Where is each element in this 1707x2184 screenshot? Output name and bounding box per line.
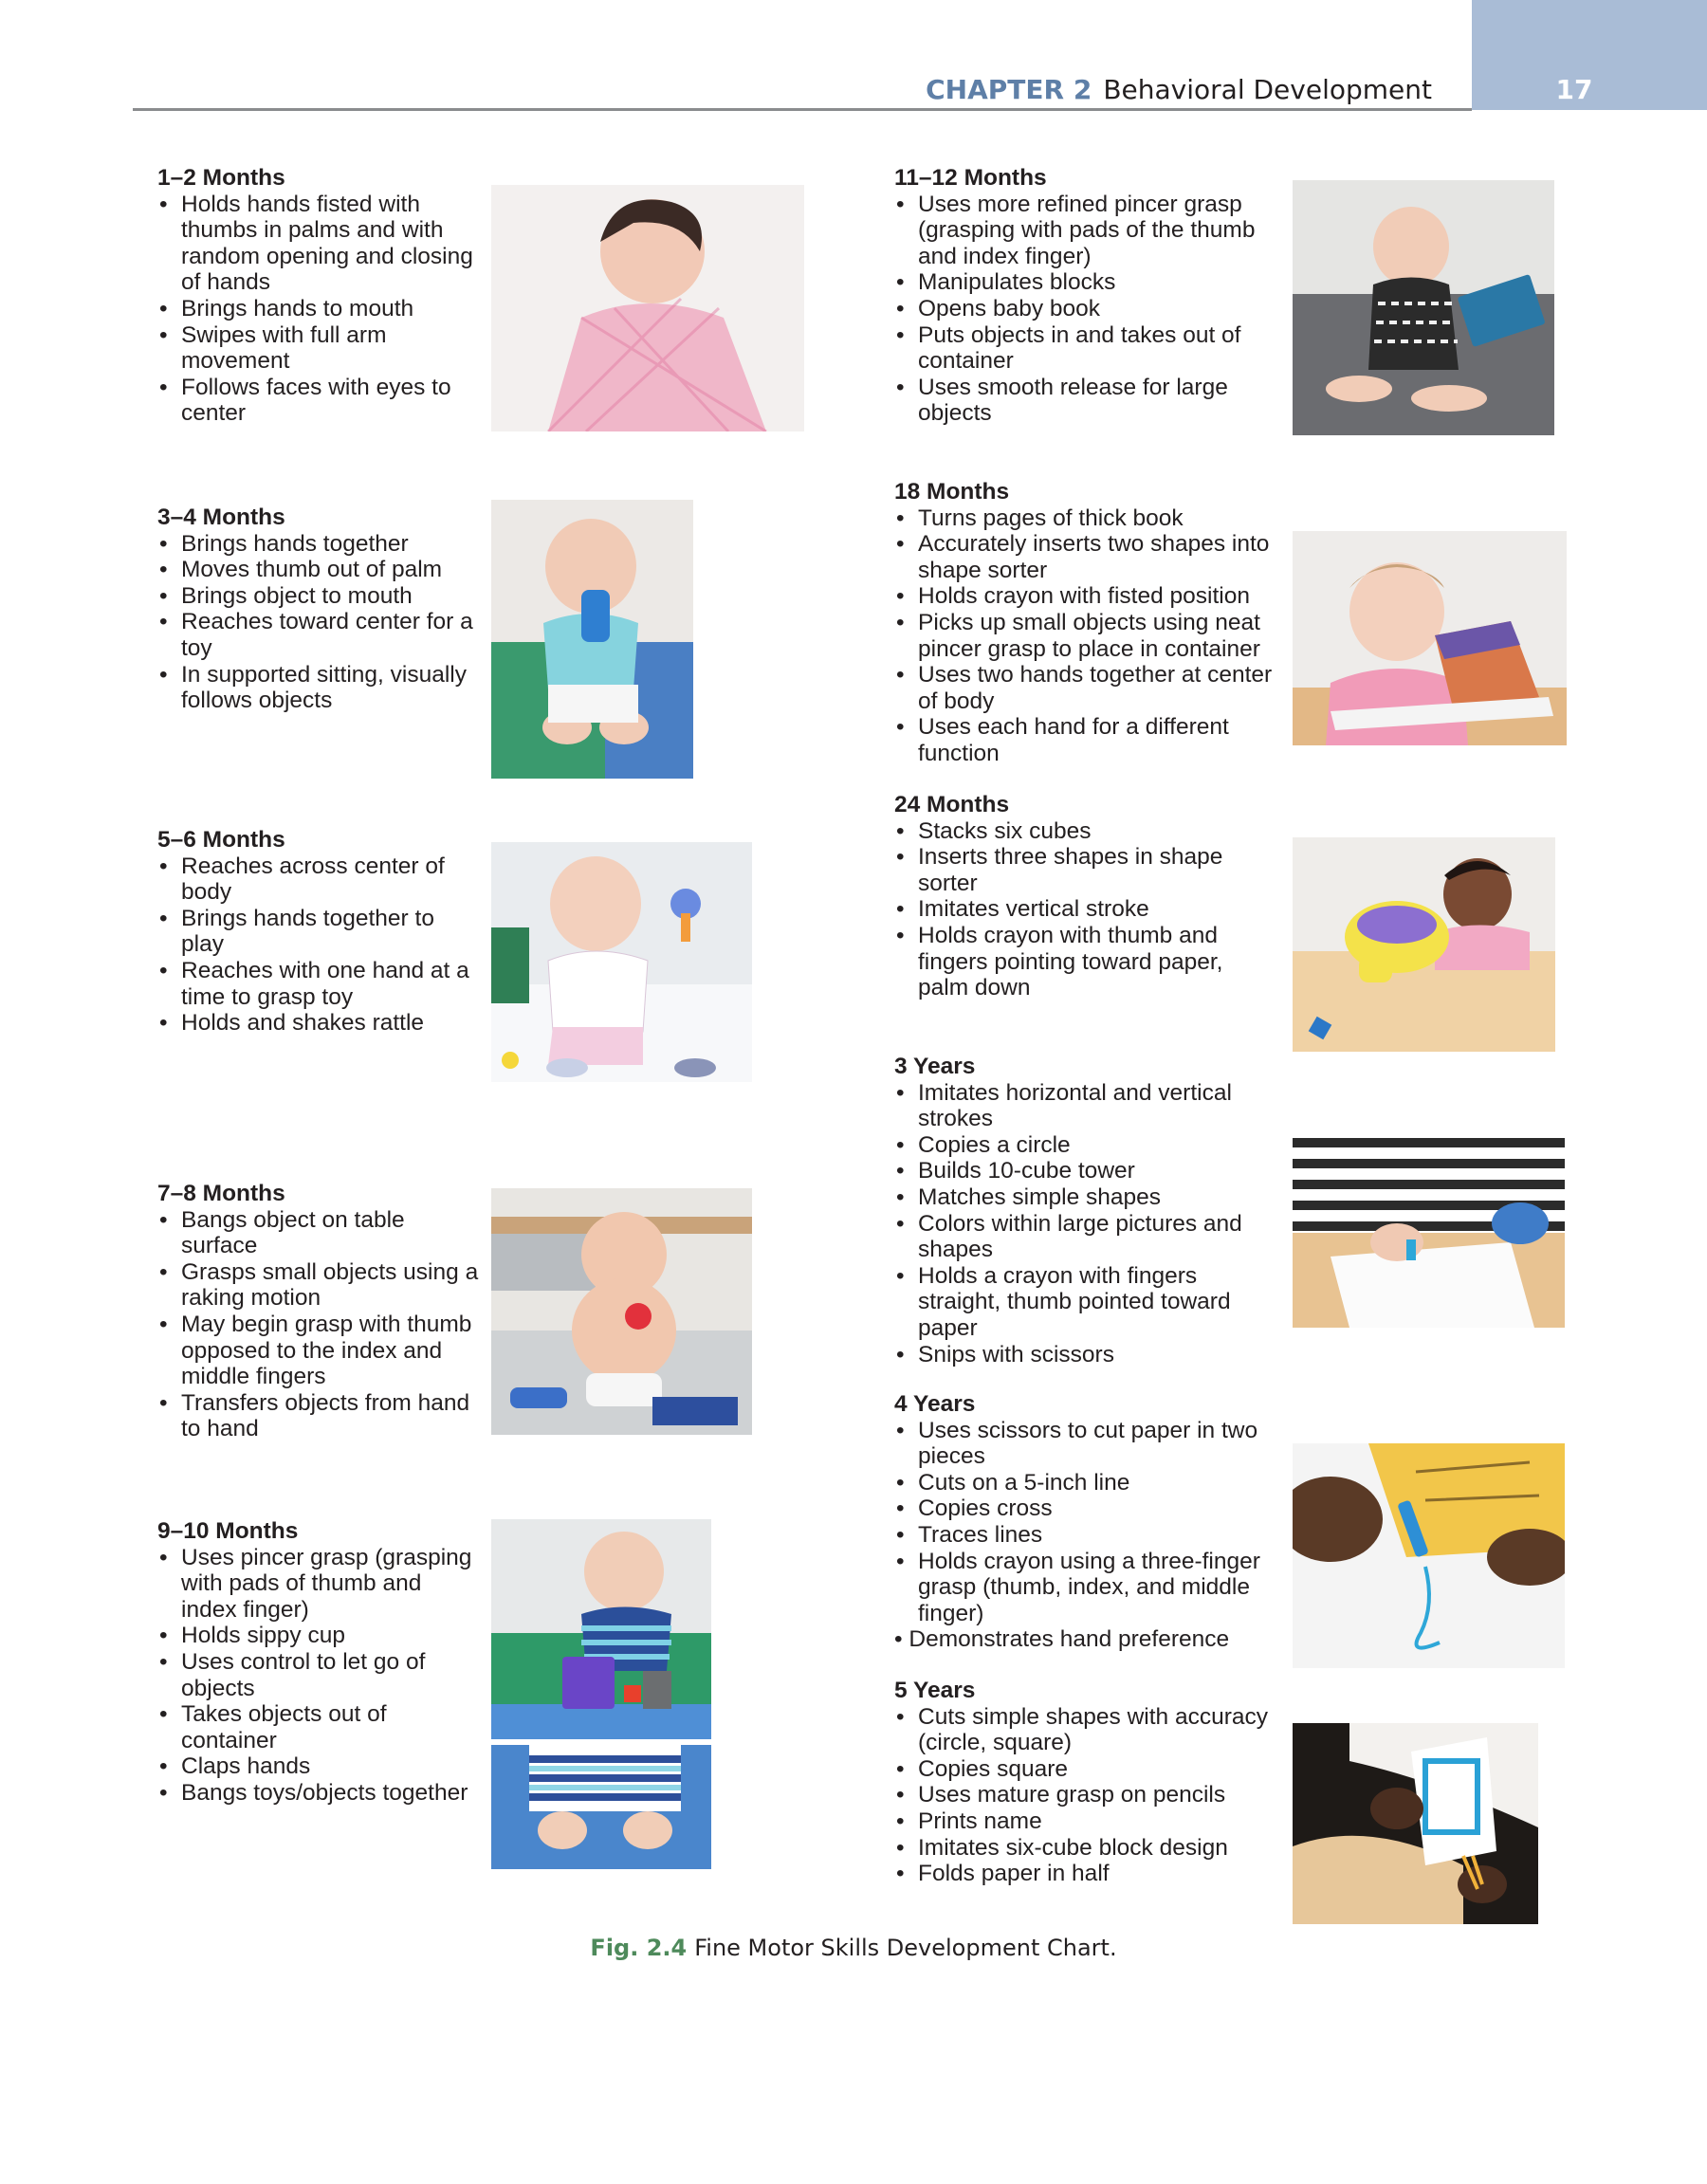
section-title: 1–2 Months	[157, 165, 285, 191]
skill-item: • Brings hands to mouth	[157, 296, 480, 322]
skill-item: • Traces lines	[894, 1522, 1274, 1549]
skill-item: • Builds 10-cube tower	[894, 1158, 1274, 1184]
section-title: 3–4 Months	[157, 505, 285, 530]
page-number: 17	[1555, 74, 1593, 105]
skill-list	[157, 1545, 480, 1807]
section-11-12-months	[894, 165, 1274, 427]
section-9-10-months	[157, 1518, 480, 1807]
section-18-months	[894, 479, 1274, 767]
skill-item: • Uses two hands together at center of body	[894, 662, 1274, 714]
skill-item: • Holds crayon using a three-finger grasp (thumb, index, and middle finger)	[894, 1549, 1274, 1627]
skill-item: • Turns pages of thick book	[894, 505, 1274, 532]
skill-item: • Matches simple shapes	[894, 1184, 1274, 1211]
skill-item: • Colors within large pictures and shapes	[894, 1211, 1274, 1263]
header-rule	[133, 108, 1472, 111]
skill-item: • Bangs object on table surface	[157, 1207, 480, 1259]
section-3-4-months	[157, 505, 480, 714]
skill-item: • Imitates vertical stroke	[894, 896, 1274, 923]
skill-item: • Puts objects in and takes out of container	[894, 322, 1274, 375]
skill-item: • Reaches across center of body	[157, 853, 480, 906]
skill-item: • Stacks six cubes	[894, 818, 1274, 845]
skill-item: • Demonstrates hand preference	[894, 1626, 1230, 1653]
skill-item: • Holds and shakes rattle	[157, 1010, 480, 1037]
skill-item: • Holds a crayon with fingers straight, thumb pointed toward paper	[894, 1263, 1274, 1342]
skill-item: • Brings hands together	[157, 531, 480, 558]
photo-child-traces-lines	[1293, 1443, 1565, 1668]
section-7-8-months	[157, 1181, 480, 1442]
section-5-6-months	[157, 827, 480, 1037]
photo-child-crayon-circle	[1293, 1133, 1565, 1328]
photo-child-cuts-shapes	[1293, 1723, 1538, 1924]
skill-item: • Manipulates blocks	[894, 269, 1274, 296]
skill-item: • Uses more refined pincer grasp (grasping with pads of the thumb and index finger)	[894, 192, 1274, 270]
skill-item: • Takes objects out of container	[157, 1701, 480, 1753]
skill-list	[157, 531, 480, 714]
photo-newborn-fists	[491, 185, 804, 431]
skill-item: • Cuts simple shapes with accuracy (circle, square)	[894, 1704, 1274, 1756]
section-title: 11–12 Months	[894, 165, 1047, 191]
skill-item: • Copies square	[894, 1756, 1274, 1783]
skill-item: • In supported sitting, visually follows objects	[157, 662, 480, 714]
skill-item: • Holds sippy cup	[157, 1623, 480, 1649]
skill-item: • Bangs toys/objects together	[157, 1780, 480, 1807]
section-3-years	[894, 1054, 1274, 1367]
skill-item: • Brings object to mouth	[157, 583, 480, 610]
skill-item: • Holds crayon with thumb and fingers pointing toward paper, palm down	[894, 923, 1274, 1001]
skill-item: • Imitates horizontal and vertical strokes	[894, 1080, 1274, 1132]
section-24-months	[894, 792, 1274, 1001]
skill-item: • Claps hands	[157, 1753, 480, 1780]
skill-item: • Reaches toward center for a toy	[157, 609, 480, 661]
skill-item: • Cuts on a 5-inch line	[894, 1470, 1274, 1496]
figure-caption-text: Fine Motor Skills Development Chart.	[694, 1935, 1117, 1961]
figure-label: Fig. 2.4	[590, 1935, 688, 1961]
skill-item: • Uses mature grasp on pencils	[894, 1782, 1274, 1808]
skill-item: • Snips with scissors	[894, 1342, 1274, 1368]
section-title: 7–8 Months	[157, 1181, 285, 1206]
skill-item: • Picks up small objects using neat pincer grasp to place in container	[894, 610, 1274, 662]
skill-item: • Accurately inserts two shapes into shape sorter	[894, 531, 1274, 583]
photo-infant-clapping	[491, 1745, 711, 1869]
skill-item: • Transfers objects from hand to hand	[157, 1390, 480, 1442]
skill-item: • Follows faces with eyes to center	[157, 375, 480, 427]
section-title: 5 Years	[894, 1678, 976, 1703]
skill-item: • Grasps small objects using a raking motion	[157, 1259, 480, 1312]
skill-list	[894, 1080, 1274, 1368]
section-title: 4 Years	[894, 1391, 976, 1417]
photo-toddler-turns-pages	[1293, 531, 1567, 745]
figure-caption	[0, 1935, 1707, 1961]
skill-item: • May begin grasp with thumb opposed to the index and middle fingers	[157, 1312, 480, 1390]
chapter-title: Behavioral Development	[1103, 74, 1432, 105]
skill-list	[894, 192, 1274, 427]
skill-list	[157, 853, 480, 1037]
section-title: 3 Years	[894, 1054, 976, 1079]
photo-infant-rattle	[491, 842, 752, 1082]
photo-toddler-shape-sorter	[1293, 837, 1555, 1052]
skill-item: • Folds paper in half	[894, 1861, 1274, 1887]
section-title: 24 Months	[894, 792, 1010, 817]
section-1-2-months	[157, 165, 480, 427]
skill-item: • Uses control to let go of objects	[157, 1649, 480, 1701]
skill-item: • Opens baby book	[894, 296, 1274, 322]
skill-item: • Uses smooth release for large objects	[894, 375, 1274, 427]
skill-list	[894, 1704, 1274, 1887]
skill-item: • Moves thumb out of palm	[157, 557, 480, 583]
skill-item: • Inserts three shapes in shape sorter	[894, 844, 1274, 896]
skill-item: • Reaches with one hand at a time to grasp toy	[157, 958, 480, 1010]
skill-item: • Imitates six-cube block design	[894, 1835, 1274, 1862]
section-5-years	[894, 1678, 1274, 1887]
photo-baby-book	[1293, 180, 1554, 435]
photo-infant-teether	[491, 500, 693, 779]
section-4-years	[894, 1391, 1274, 1653]
skill-list	[157, 192, 480, 427]
skill-list	[894, 818, 1274, 1001]
skill-item: • Swipes with full arm movement	[157, 322, 480, 375]
skill-list	[894, 505, 1274, 767]
chapter-label: CHAPTER 2	[926, 74, 1092, 105]
photo-infant-shape-cube	[491, 1519, 711, 1739]
skill-item: • Copies a circle	[894, 1132, 1274, 1159]
section-title: 5–6 Months	[157, 827, 285, 853]
skill-item: • Holds hands fisted with thumbs in palms and with random opening and closing of hands	[157, 192, 480, 296]
skill-item: • Prints name	[894, 1808, 1274, 1835]
section-title: 9–10 Months	[157, 1518, 299, 1544]
skill-item: • Copies cross	[894, 1496, 1274, 1522]
skill-item: • Uses each hand for a different function	[894, 714, 1274, 766]
skill-list	[894, 1418, 1274, 1653]
photo-infant-bangs-object	[491, 1188, 752, 1435]
skill-item: • Uses pincer grasp (grasping with pads of thumb and index finger)	[157, 1545, 480, 1624]
skill-item: • Brings hands together to play	[157, 906, 480, 958]
skill-list	[157, 1207, 480, 1442]
section-title: 18 Months	[894, 479, 1010, 505]
skill-item: • Holds crayon with fisted position	[894, 583, 1274, 610]
skill-item: • Uses scissors to cut paper in two pieces	[894, 1418, 1274, 1470]
running-head	[926, 74, 1432, 105]
